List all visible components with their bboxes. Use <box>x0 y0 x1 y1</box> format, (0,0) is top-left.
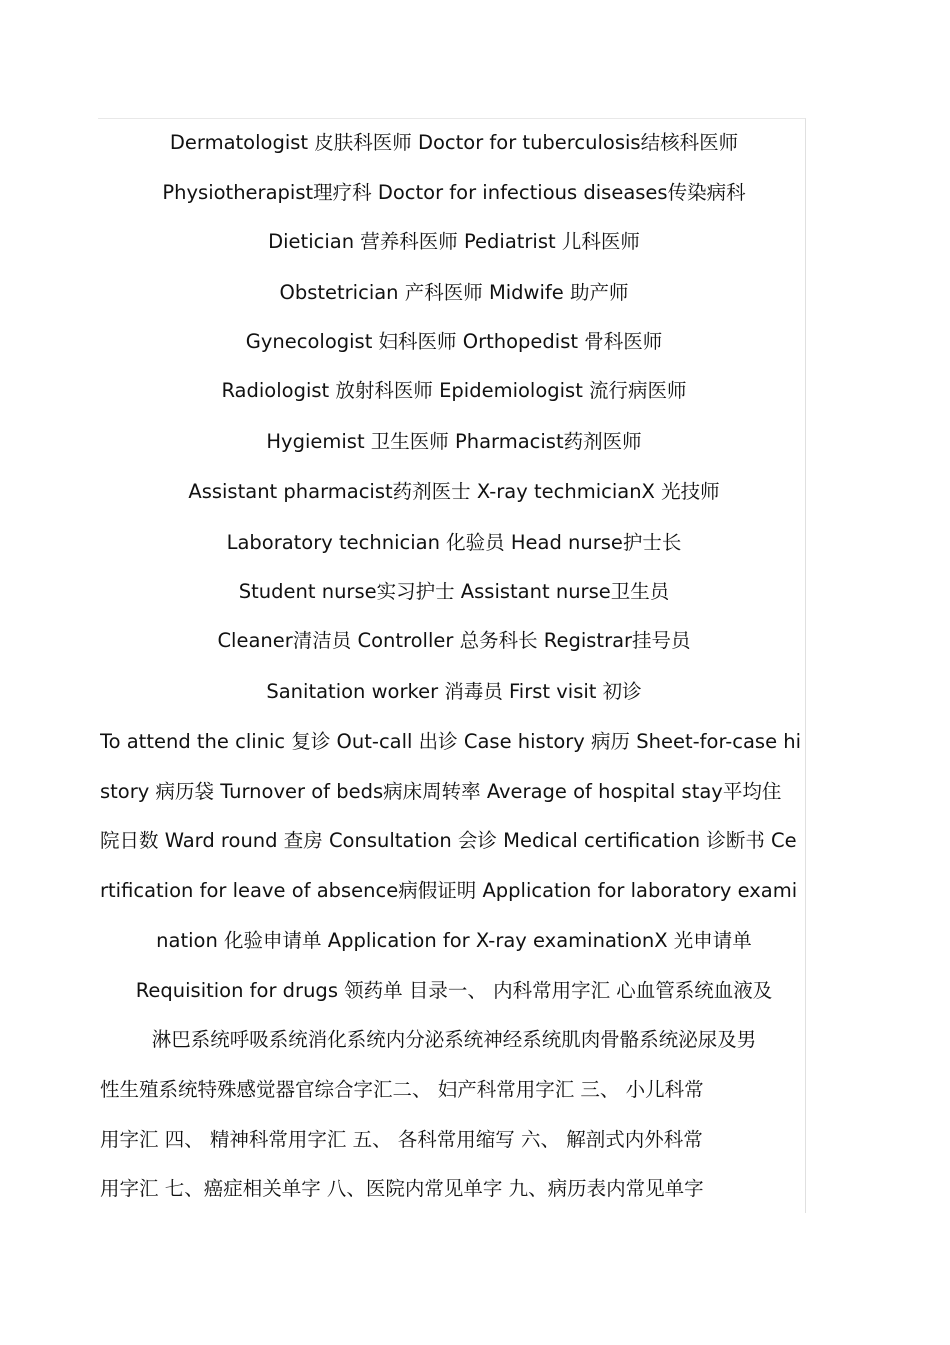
paragraph-line: 用字汇 四、 精神科常用字汇 五、 各科常用缩写 六、 解剖式内外科常 <box>100 1128 703 1151</box>
paragraph-line: nation 化验申请单 Application for X-ray examinationX 光申请单 <box>156 929 752 952</box>
text-line: Obstetrician 产科医师 Midwife 助产师 <box>279 281 629 304</box>
text-line: Student nurse实习护士 Assistant nurse卫生员 <box>238 580 670 603</box>
text-line: Physiotherapist理疗科 Doctor for infectious diseases传染病科 <box>162 181 746 204</box>
paragraph-line: rtification for leave of absence病假证明 Application for laboratory exami <box>100 879 798 902</box>
paragraph-line: Requisition for drugs 领药单 目录一、 内科常用字汇 心血管系统血液及 <box>135 979 773 1002</box>
text-line: Hygiemist 卫生医师 Pharmacist药剂医师 <box>266 430 642 453</box>
paragraph-line: 用字汇 七、癌症相关单字 八、医院内常见单字 九、病历表内常见单字 <box>100 1177 704 1200</box>
text-line: Dietician 营养科医师 Pediatrist 儿科医师 <box>268 230 640 253</box>
text-line: Laboratory technician 化验员 Head nurse护士长 <box>226 531 682 554</box>
paragraph-line: To attend the clinic 复诊 Out-call 出诊 Case history 病历 Sheet-for-case hi <box>100 730 802 753</box>
text-line: Dermatologist 皮肤科医师 Doctor for tuberculosis结核科医师 <box>169 131 739 154</box>
paragraph-line: 性生殖系统特殊感觉器官综合字汇二、 妇产科常用字汇 三、 小儿科常 <box>100 1078 704 1101</box>
text-line: Sanitation worker 消毒员 First visit 初诊 <box>266 680 642 703</box>
paragraph-line: story 病历袋 Turnover of beds病床周转率 Average of hospital stay平均住 <box>100 780 782 803</box>
text-line: Cleaner清洁员 Controller 总务科长 Registrar挂号员 <box>217 629 691 652</box>
text-line: Radiologist 放射科医师 Epidemiologist 流行病医师 <box>221 379 687 402</box>
paragraph-line: 院日数 Ward round 查房 Consultation 会诊 Medical certification 诊断书 Ce <box>100 829 797 852</box>
paragraph-line: 淋巴系统呼吸系统消化系统内分泌系统神经系统肌肉骨骼系统泌尿及男 <box>151 1028 757 1051</box>
text-line: Gynecologist 妇科医师 Orthopedist 骨科医师 <box>245 330 663 353</box>
text-line: Assistant pharmacist药剂医士 X-ray techmicianX 光技师 <box>188 480 720 503</box>
